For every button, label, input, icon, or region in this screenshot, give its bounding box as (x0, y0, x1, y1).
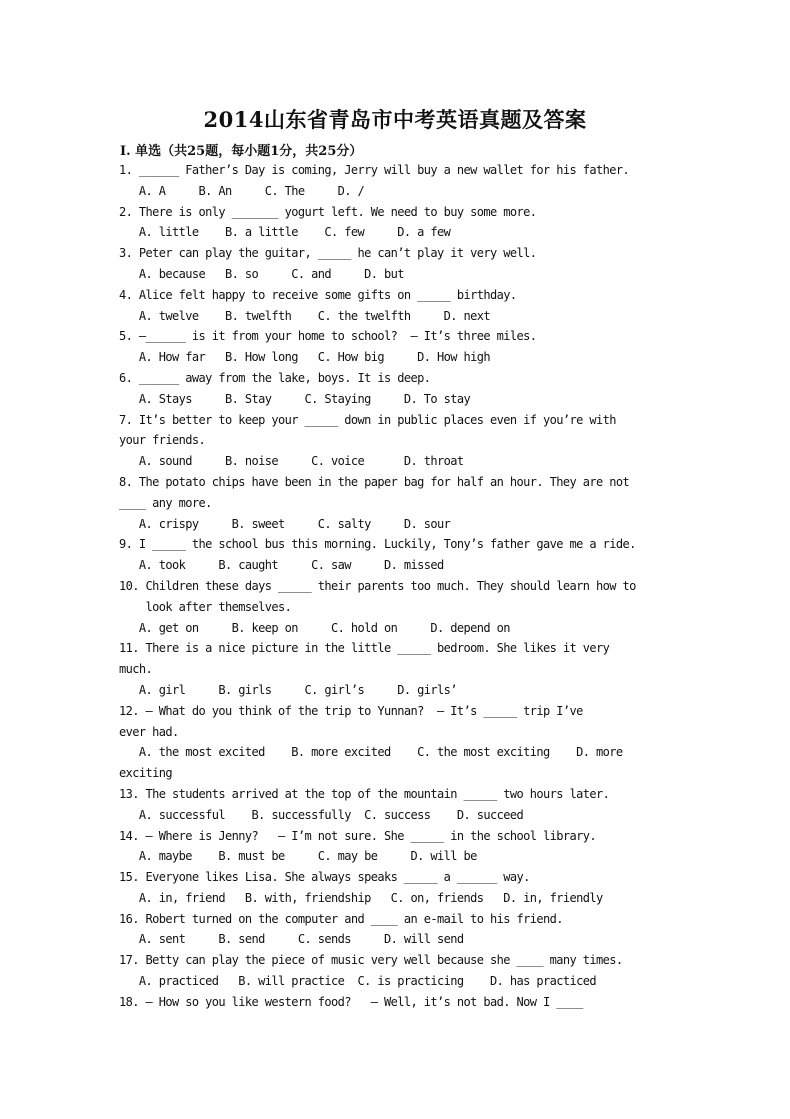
question-line: ____ any more. (119, 495, 212, 510)
question-line: exciting (119, 766, 172, 781)
document-title: 2014山东省青岛市中考英语真题及答案 (203, 107, 587, 132)
question-line: 4. Alice felt happy to receive some gifts on _____ birthday. (119, 287, 517, 302)
question-line: A. successful B. successfully C. success D. succeed (119, 807, 524, 822)
question-line: A. maybe B. must be C. may be D. will be (119, 849, 477, 864)
question-line: A. took B. caught C. saw D. missed (119, 558, 444, 573)
question-line: 8. The potato chips have been in the paper bag for half an hour. They are not (119, 474, 630, 489)
question-line: 7. It’s better to keep your _____ down in public places even if you’re with (119, 412, 616, 427)
question-list (119, 160, 675, 1013)
question-line: 18. – How so you like western food? — Well, it’s not bad. Now I ____ (119, 994, 583, 1009)
question-line: your friends. (119, 433, 206, 448)
question-line: 11. There is a nice picture in the little _____ bedroom. She likes it very (119, 641, 610, 656)
question-line: A. How far B. How long C. How big D. How high (119, 350, 490, 365)
question-line: A. because B. so C. and D. but (119, 266, 404, 281)
question-line: A. A B. An C. The D. / (119, 183, 365, 198)
question-line: A. girl B. girls C. girl’s D. girls’ (119, 682, 457, 697)
question-line: A. get on B. keep on C. hold on D. depend on (119, 620, 510, 635)
question-line: 13. The students arrived at the top of the mountain _____ two hours later. (119, 786, 610, 801)
question-line: 5. —______ is it from your home to school? — It’s three miles. (119, 329, 537, 344)
question-line: A. the most excited B. more excited C. the most exciting D. more (119, 745, 623, 760)
question-line: 3. Peter can play the guitar, _____ he can’t play it very well. (119, 246, 537, 261)
question-line: A. Stays B. Stay C. Staying D. To stay (119, 391, 471, 406)
question-line: A. practiced B. will practice C. is practicing D. has practiced (119, 974, 596, 989)
question-line: 9. I _____ the school bus this morning. Luckily, Tony’s father gave me a ride. (119, 537, 636, 552)
question-line: 10. Children these days _____ their parents too much. They should learn how to (119, 578, 636, 593)
section-heading: I. 单选（共25题，每小题1分，共25分） (120, 144, 363, 159)
question-line: 6. ______ away from the lake, boys. It is deep. (119, 370, 431, 385)
question-line: A. in, friend B. with, friendship C. on, friends D. in, friendly (119, 890, 603, 905)
question-line: 15. Everyone likes Lisa. She always speaks _____ a ______ way. (119, 870, 530, 885)
question-line: 12. – What do you think of the trip to Yunnan? — It’s _____ trip I’ve (119, 703, 583, 718)
question-line: 2. There is only _______ yogurt left. We need to buy some more. (119, 204, 537, 219)
question-line: 1. ______ Father’s Day is coming, Jerry will buy a new wallet for his father. (119, 163, 630, 177)
question-line: 14. – Where is Jenny? — I’m not sure. She _____ in the school library. (119, 828, 596, 843)
question-line: much. (119, 662, 153, 677)
question-line: A. sent B. send C. sends D. will send (119, 932, 464, 947)
question-line: A. sound B. noise C. voice D. throat (119, 454, 464, 469)
question-line: 17. Betty can play the piece of music very well because she ____ many times. (119, 953, 623, 968)
question-line: A. little B. a little C. few D. a few (119, 225, 451, 240)
question-line: 16. Robert turned on the computer and ____ an e-mail to his friend. (119, 911, 563, 926)
question-line: A. twelve B. twelfth C. the twelfth D. next (119, 308, 490, 323)
question-line: look after themselves. (119, 599, 292, 614)
question-line: A. crispy B. sweet C. salty D. sour (119, 516, 451, 531)
question-line: ever had. (119, 724, 179, 739)
